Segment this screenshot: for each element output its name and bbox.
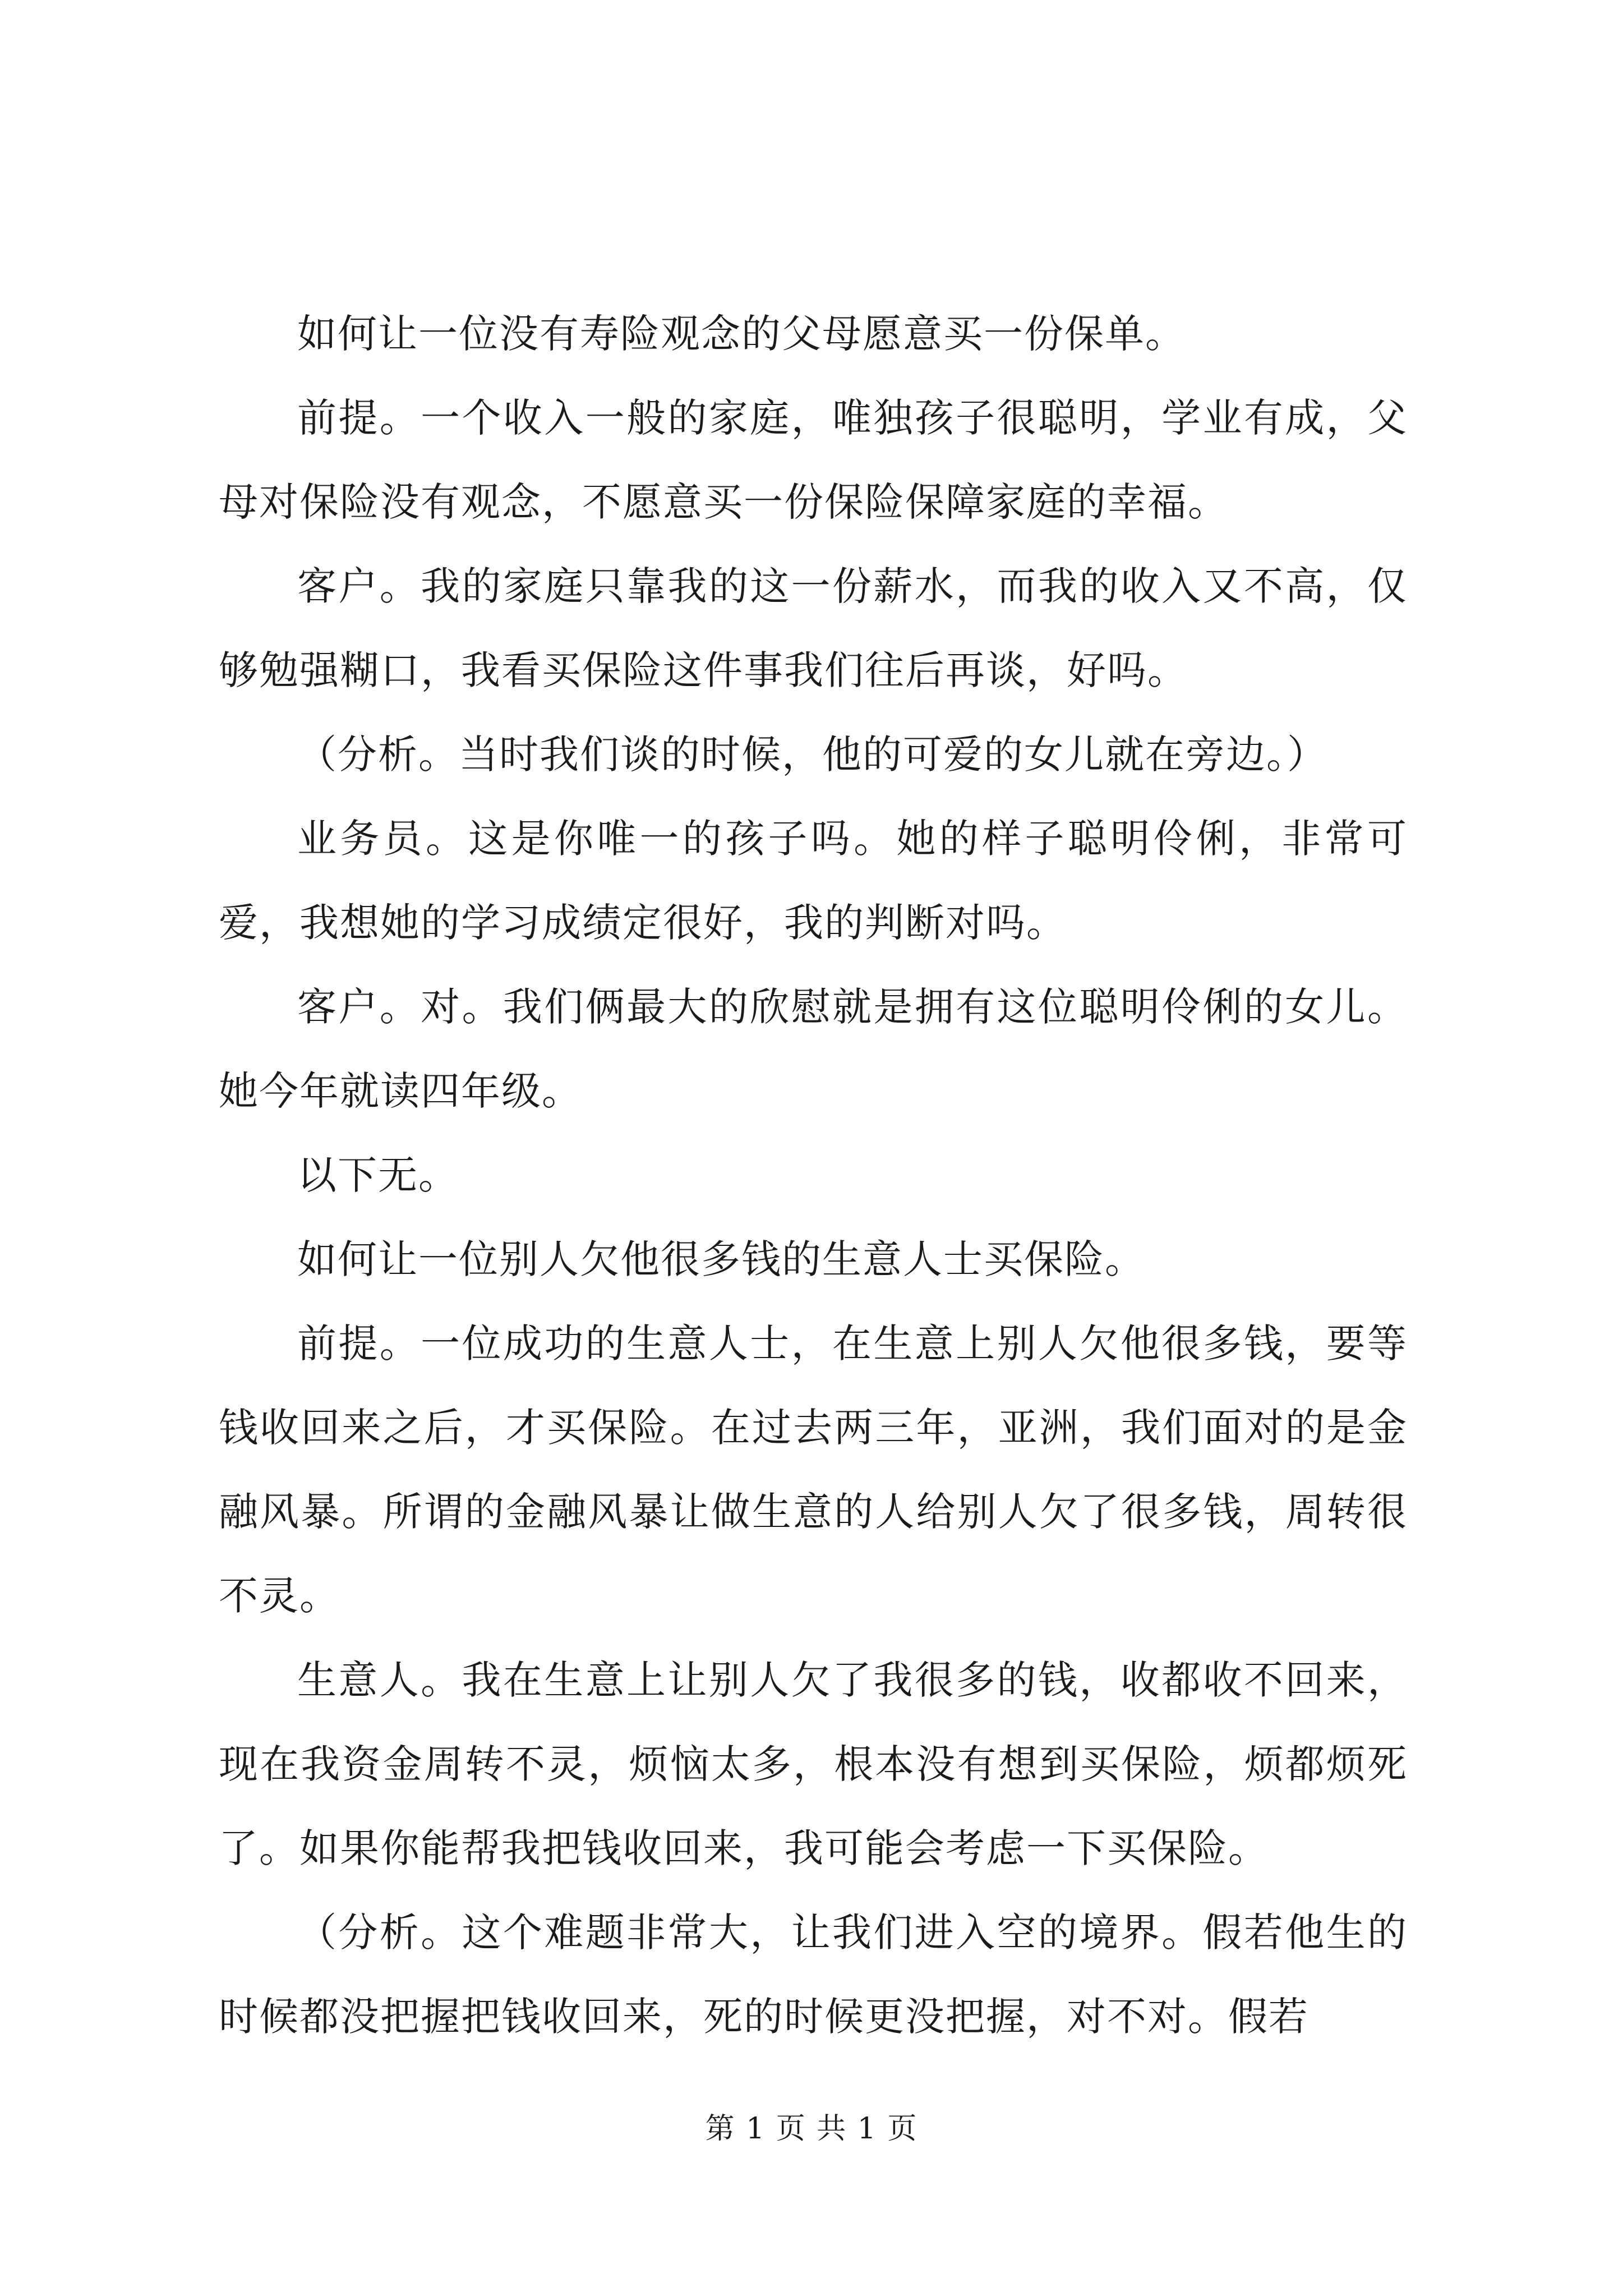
document-body	[219, 292, 1408, 2059]
paragraph-10: 生意人。我在生意上让别人欠了我很多的钱，收都收不回来，现在我资金周转不灵，烦恼太多，根本没有想到买保险，烦都烦死了。如果你能帮我把钱收回来，我可能会考虑一下买保险。	[219, 1657, 1408, 1871]
paragraph-1: 如何让一位没有寿险观念的父母愿意买一份保单。	[297, 311, 1186, 357]
paragraph-2: 前提。一个收入一般的家庭，唯独孩子很聪明，学业有成，父母对保险没有观念，不愿意买一份保险保障家庭的幸福。	[219, 395, 1408, 525]
paragraph-9: 前提。一位成功的生意人士，在生意上别人欠他很多钱，要等钱收回来之后，才买保险。在过去两三年，亚洲，我们面对的是金融风暴。所谓的金融风暴让做生意的人给别人欠了很多钱，周转很不灵。	[219, 1320, 1408, 1619]
paragraph-5: 业务员。这是你唯一的孩子吗。她的样子聪明伶俐，非常可爱，我想她的学习成绩定很好，我的判断对吗。	[219, 816, 1408, 946]
paragraph-8: 如何让一位别人欠他很多钱的生意人士买保险。	[297, 1236, 1145, 1282]
paragraph-7: 以下无。	[297, 1152, 459, 1198]
page-footer: 第 1 页 共 1 页	[705, 2112, 918, 2146]
paragraph-3: 客户。我的家庭只靠我的这一份薪水，而我的收入又不高，仅够勉强糊口，我看买保险这件事我们往后再谈，好吗。	[219, 563, 1408, 693]
paragraph-4: （分析。当时我们谈的时候，他的可爱的女儿就在旁边。）	[297, 731, 1327, 777]
paragraph-11: （分析。这个难题非常大，让我们进入空的境界。假若他生的时候都没把握把钱收回来，死的时候更没把握，对不对。假若	[219, 1910, 1408, 2040]
paragraph-6: 客户。对。我们俩最大的欣慰就是拥有这位聪明伶俐的女儿。她今年就读四年级。	[219, 984, 1408, 1114]
